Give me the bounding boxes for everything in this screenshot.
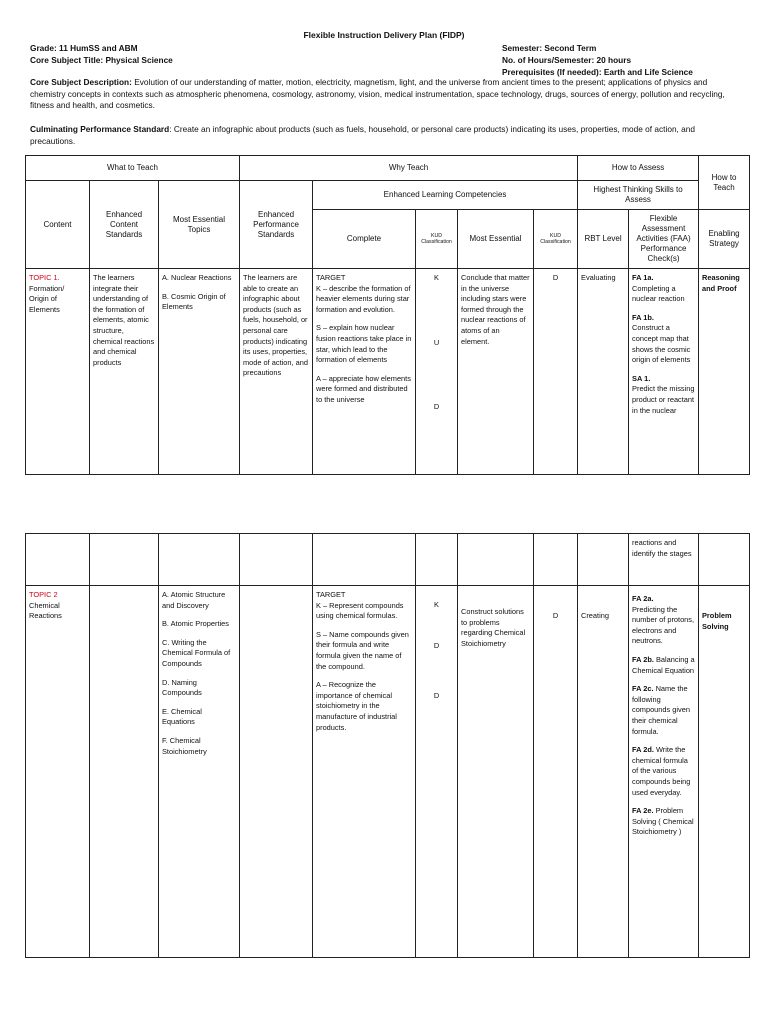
topic1-met-a: A. Nuclear Reactions (162, 273, 232, 282)
topic1-sa1-continuation: reactions and identify the stages (629, 534, 699, 586)
topic1-target: TARGET (316, 273, 346, 282)
core-desc-text: Evolution of our understanding of matter, motion, electricity, magnetism, light, and the universe from ancient times to the present; applications of physics and chemistry concepts in contexts such as atmospheric phenomena, cosmology, astronomy, vision, medical instrumentation, space technology, drugs, sources of energy, pollution and recycling, fitness and health, and cosmetics. (30, 77, 725, 110)
topic2-rbt-cell (578, 586, 629, 958)
fidp-table-page2 (25, 533, 750, 958)
header-left (30, 42, 173, 66)
topic2-me-kud-cell (534, 586, 578, 958)
topic2-kud-d2: D (433, 691, 440, 701)
topic1-k: K – describe the formation of heavier elements during star formation and evolution. (316, 283, 411, 314)
topic1-met-cell (159, 269, 240, 475)
topic2-s: S – Name compounds given their formula and write formula given the name of the compound. (316, 629, 409, 671)
topic2-target: TARGET (316, 590, 346, 599)
topic2-fa2e: Problem Solving ( Chemical Stoichiometry ) (632, 806, 694, 837)
topic1-kud-k: K (434, 273, 439, 282)
topic2-met-b: B. Atomic Properties (162, 619, 229, 629)
culminating-label: Culminating Performance Standard (30, 124, 170, 134)
culminating-standard (30, 124, 742, 147)
topic2-ecs (90, 586, 159, 958)
header-right (502, 42, 693, 78)
topic1-met-b: B. Cosmic Origin of Elements (162, 291, 226, 312)
topic1-content-cell (26, 269, 90, 475)
topic2-a: A – Recognize the importance of chemical stoichiometry in the manufacture of industrial products. (316, 680, 397, 732)
header-most-essential: Most Essential (458, 210, 534, 269)
topic2-strategy: Problem Solving (702, 611, 732, 631)
topic2-kud-k: K (434, 600, 439, 609)
topic2-met-cell (159, 586, 240, 958)
header-why-teach: Why Teach (240, 156, 578, 181)
topic1-a: A – appreciate how elements were formed and distributed to the universe (316, 373, 411, 404)
topic1-fa1a: Completing a nuclear reaction (632, 283, 685, 304)
topic1-kud-cell (416, 269, 458, 475)
header-flexible-assessment: Flexible Assessment Activities (FAA) Performance Check(s) (629, 210, 699, 269)
header-most-essential-topics: Most Essential Topics (159, 181, 240, 269)
topic2-strategy-cell (699, 586, 750, 958)
topic1-fa1b: Construct a concept map that shows the cosmic origin of elements (632, 323, 691, 365)
topic2-met-f: F. Chemical Stoichiometry (162, 735, 207, 756)
header-how-to-assess: How to Assess (578, 156, 699, 181)
topic2-fa2a-label: FA 2a. (632, 594, 654, 603)
header-kud-classification: KUD Classification (416, 210, 458, 269)
grade: Grade: 11 HumSS and ABM (30, 43, 138, 53)
topic1-fa1a-label: FA 1a. (632, 273, 654, 282)
topic2-fa2d-label: FA 2d. (632, 745, 654, 755)
header-highest-thinking-skills: Highest Thinking Skills to Assess (578, 181, 699, 210)
topic2-kud-cell (416, 586, 458, 958)
header-complete: Complete (313, 210, 416, 269)
topic2-fa2b-label: FA 2b. (632, 654, 654, 664)
table-row-continuation (26, 534, 750, 586)
culminating-text: : Create an infographic about products (such as fuels, household, or personal care products) indicating its uses, properties, mode of action, and precautions. (30, 124, 696, 146)
topic2-fa2d: Write the chemical formula of the various compounds being used everyday. (632, 745, 691, 797)
fidp-table-page1 (25, 155, 750, 475)
topic2-fa2d-block (632, 745, 695, 798)
header-how-to-teach: How to Teach (699, 156, 750, 210)
topic1-eps: The learners are able to create an infographic about products (such as fuels, household, or personal care products) indicating its uses, properties, mode of action, and precautions (240, 269, 313, 475)
topic1-kud-u: U (433, 337, 440, 347)
topic2-me-kud: D (552, 611, 559, 620)
header-what-to-teach: What to Teach (26, 156, 240, 181)
topic2-rbt: Creating (581, 611, 609, 620)
topic2-met-a: A. Atomic Structure and Discovery (162, 590, 226, 610)
topic2-met-d: D. Naming Compounds (162, 677, 202, 698)
topic2-fa2e-block (632, 806, 695, 838)
topic2-met-c: C. Writing the Chemical Formula of Compounds (162, 637, 231, 668)
topic2-fa2b: Balancing a Chemical Equation (632, 654, 695, 675)
table-row-topic2 (26, 586, 750, 958)
header-kud-classification-2: KUD Classification (534, 210, 578, 269)
header-enhanced-performance-standards: Enhanced Performance Standards (240, 181, 313, 269)
header-enhanced-learning-competencies: Enhanced Learning Competencies (313, 181, 578, 210)
header-enhanced-content-standards: Enhanced Content Standards (90, 181, 159, 269)
prerequisites: Prerequisites (If needed): Earth and Life Science (502, 67, 693, 77)
topic1-s: S – explain how nuclear fusion reactions take place in star, which lead to the formation of elements (316, 323, 412, 365)
topic2-fa2e-label: FA 2e. (632, 806, 654, 816)
topic2-fa2b-block (632, 655, 695, 676)
topic2-content: Chemical Reactions (29, 600, 62, 621)
topic2-most-essential: Construct solutions to problems regarding Chemical Stoichiometry (461, 607, 526, 648)
header-content: Content (26, 181, 90, 269)
topic1-ecs: The learners integrate their understanding of the formation of elements, atomic structure, chemical reactions and chemical products (90, 269, 159, 475)
core-description (30, 77, 742, 112)
topic2-faa-cell (629, 586, 699, 958)
topic2-label: TOPIC 2 (29, 590, 58, 599)
topic1-sa1-label: SA 1. (632, 373, 651, 383)
topic2-fa2a: Predicting the number of protons, electrons and neutrons. (632, 604, 695, 646)
topic1-me-kud: D (534, 269, 578, 475)
topic2-fa2c: Name the following compounds given their chemical formula. (632, 684, 690, 736)
topic1-kud-d: D (433, 402, 440, 412)
topic1-most-essential: Conclude that matter in the universe including stars were formed through the nuclear reactions of atoms of an element. (458, 269, 534, 475)
topic2-content-cell (26, 586, 90, 958)
topic2-eps (240, 586, 313, 958)
topic1-content: Formation/ Origin of Elements (29, 283, 65, 314)
topic2-me-cell (458, 586, 534, 958)
topic1-label: TOPIC 1. (29, 273, 60, 282)
hours: No. of Hours/Semester: 20 hours (502, 55, 632, 65)
topic2-k: K – Represent compounds using chemical formulas. (316, 600, 404, 621)
topic1-faa-cell (629, 269, 699, 475)
table-row-topic1 (26, 269, 750, 475)
document-title: Flexible Instruction Delivery Plan (FIDP) (303, 30, 465, 40)
topic1-fa1b-label: FA 1b. (632, 312, 654, 322)
topic2-kud-d1: D (433, 640, 440, 650)
semester: Semester: Second Term (502, 43, 597, 53)
topic1-strategy: Reasoning and Proof (699, 269, 750, 475)
core-desc-label: Core Subject Description: (30, 77, 132, 87)
topic2-fa2c-label: FA 2c. (632, 684, 654, 694)
topic1-rbt: Evaluating (578, 269, 629, 475)
header-enabling-strategy: Enabling Strategy (699, 210, 750, 269)
topic2-met-e: E. Chemical Equations (162, 706, 202, 727)
header-rbt-level: RBT Level (578, 210, 629, 269)
topic1-complete-cell (313, 269, 416, 475)
topic2-complete-cell (313, 586, 416, 958)
topic1-sa1: Predict the missing product or reactant in the nuclear (632, 384, 695, 415)
subject-title: Core Subject Title: Physical Science (30, 55, 173, 65)
topic2-fa2c-block (632, 684, 695, 737)
